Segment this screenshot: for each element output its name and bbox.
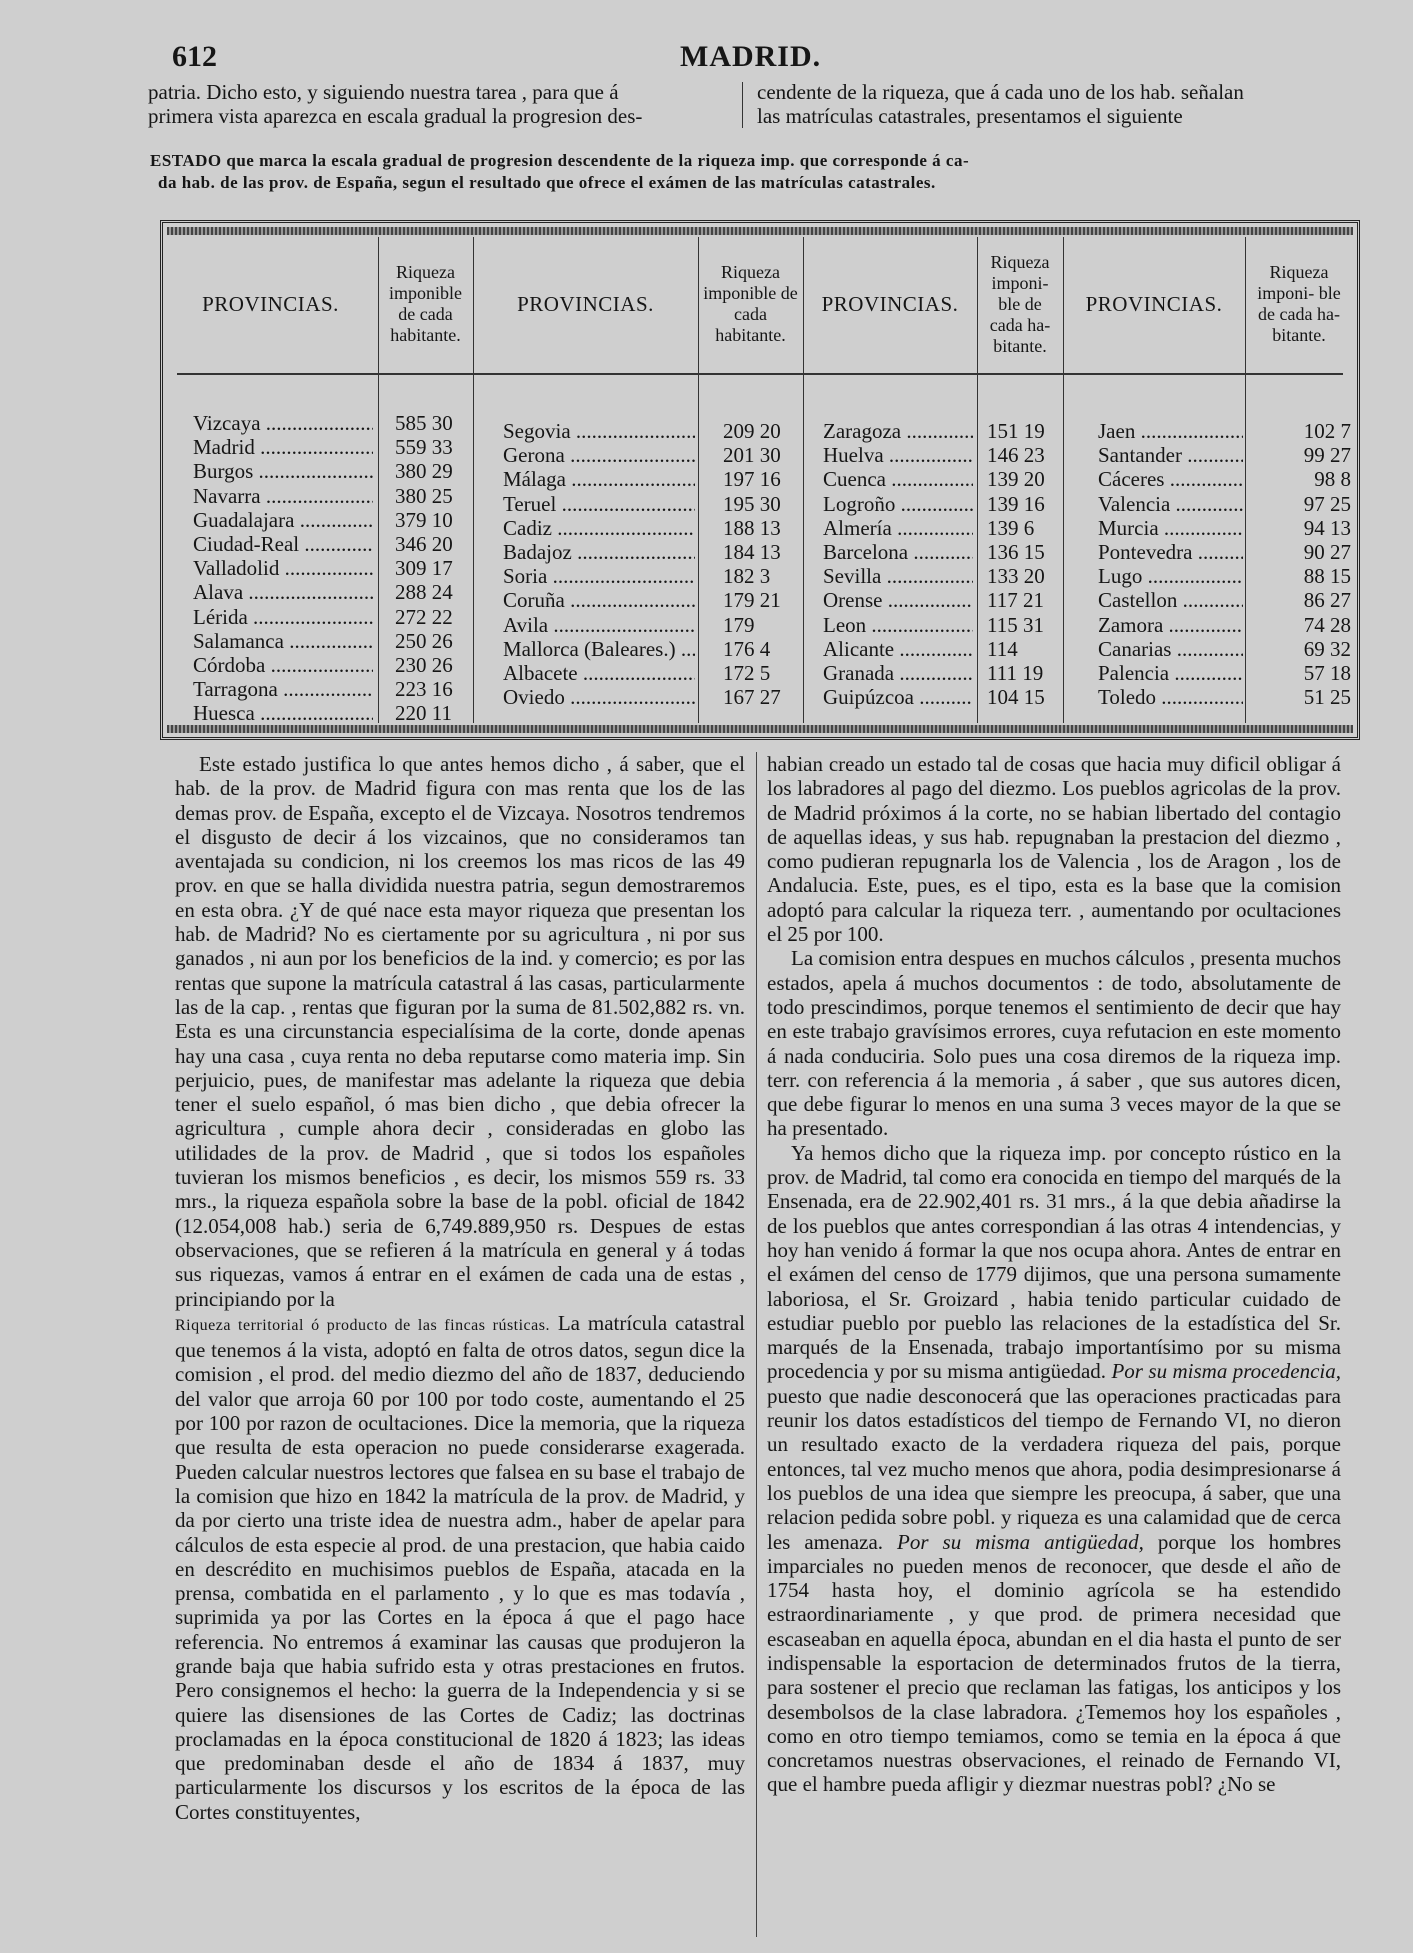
table-row [1098, 685, 1243, 709]
value-column [1263, 419, 1351, 709]
province-name: Castellon ..... [1098, 588, 1243, 612]
header-riqueza: Riqueza imponi- ble de cada ha- bitante. [989, 251, 1051, 356]
table-row [503, 492, 695, 516]
paragraph-text: La matrícula catastral que tenemos á la vista, adoptó en falta de otros datos, segun dice la comision , el prod. del medio diezmo del año de 1837, deduciendo del valor que arroja 60 por 100 por todo coste, aumentando el 25 por 100 por razon de ocultaciones. Dice la memoria, que la riqueza que resulta de esta operacion no puede considerarse exagerada. Pueden calcular nuestros lectores que falsea en su base el trabajo de la comision que hizo en 1842 la matrícula de la prov. de Madrid, y da por cierto una triste idea de nuestra adm., haber de apelar para cálculos de esta especie al prod. de una prestacion, que habia caido en descrédito en muchisimos pueblos de España, atacada en la prensa, combatida en el parlamento , y lo que es mas todavía , suprimida ya por las Cortes en la época á que el pago hace referencia. No entremos á examinar las causas que produjeron la grande baja que habia sufrido esta y otras prestaciones en frutos. Pero consignemos el hecho: la guerra de la Independencia y si se quiere las disensiones de las Cortes de Cadiz; las doctrinas proclamadas en la época constitucional de 1820 á 1823; las ideas que predominaban desde el año de 1834 á 1837, muy particularmente los discursos y los escritos de la época de las Cortes constituyentes, [175, 1310, 745, 1824]
province-column [193, 411, 373, 726]
table-row [193, 532, 373, 556]
table-row [503, 443, 695, 467]
riqueza-value: 220 11 [395, 701, 452, 726]
province-name: Soria ..... [503, 564, 695, 588]
page-number: 612 [172, 40, 217, 73]
table-row [1098, 637, 1243, 661]
table-row [823, 613, 973, 637]
province-name: Guadalajara ..... [193, 508, 373, 532]
header-provincias: PROVINCIAS. [202, 291, 339, 316]
body-right-column [767, 752, 1341, 1797]
paragraph-text: Ya hemos dicho que la riqueza imp. por concepto rústico en la prov. de Madrid, tal como era conocida en tiempo del marqués de la Ensenada, era de 22.902,401 rs. 31 mrs., á la que debia añadirse la de los pueblos que antes correspondian á las otras 4 intendencias, y hoy han venido á formar la que nos ocupa ahora. Antes de entrar en el exámen del censo de 1779 dijimos, que una persona sumamente laboriosa, el Sr. Groizard , habia tenido particular cuidado de estudiar pueblo por pueblo las relaciones de la estadística del Sr. marqués de la Ensenada, trabajo importantísimo por su misma procedencia y por su misma antigüedad. [767, 1140, 1341, 1384]
table-row [193, 629, 373, 653]
province-name: Zaragoza ..... [823, 419, 973, 443]
riqueza-value: 90 27 [1303, 540, 1351, 565]
province-name: Teruel ..... [503, 492, 695, 516]
table-row [193, 556, 373, 580]
riqueza-value: 209 20 [723, 419, 781, 443]
province-name: Zamora ..... [1098, 613, 1243, 637]
riqueza-value: 104 15 [987, 685, 1045, 710]
province-name: Sevilla ..... [823, 564, 973, 588]
riqueza-value: 94 13 [1303, 515, 1351, 540]
table-caption [150, 150, 1355, 194]
riqueza-value: 585 30 [395, 411, 453, 435]
paragraph: habian creado un estado tal de cosas que hacia muy dificil obligar á los labradores al pago del diezmo. Los pueblos agricolas de la prov. de Madrid próximos á la corte, no se habian libertado del contagio de aquellas ideas, y sus hab. repugnaban la prestacion del diezmo , como pudieran repugnarla los de Valencia , los de Aragon , los de Andalucia. Este, pues, es el tipo, esta es la base que la comision adoptó para calcular la riqueza terr. , aumentando por ocultaciones el 25 por 100. [767, 752, 1341, 947]
province-name: Albacete ..... [503, 661, 695, 685]
intro-left-line: primera vista aparezca en escala gradual la progresion des- [148, 104, 643, 128]
table-row [823, 443, 973, 467]
riqueza-value: 139 6 [987, 515, 1035, 540]
province-name: Leon ..... [823, 613, 973, 637]
province-name: Huelva ..... [823, 443, 973, 467]
table-row [193, 459, 373, 483]
table-row [193, 701, 373, 725]
province-name: Cáceres ..... [1098, 467, 1243, 491]
province-name: Murcia ..... [1098, 516, 1243, 540]
province-name: Pontevedra ..... [1098, 540, 1243, 564]
intro-right-line: cendente de la riqueza, que á cada uno de los hab. señalan [757, 80, 1244, 104]
riqueza-value: 57 18 [1303, 661, 1351, 686]
table-row [193, 411, 373, 435]
riqueza-value: 379 10 [395, 507, 453, 532]
riqueza-value: 98 8 [1314, 467, 1351, 492]
province-name: Huesca ..... [193, 701, 373, 725]
province-column [823, 419, 973, 709]
riqueza-value: 97 25 [1303, 491, 1351, 516]
province-name: Gerona ..... [503, 443, 695, 467]
riqueza-value: 69 32 [1303, 636, 1351, 661]
province-name: Santander ..... [1098, 443, 1243, 467]
province-name: Córdoba ..... [193, 653, 373, 677]
paragraph-text: porque los hombres imparciales no pueden menos de reconocer, que desde el año de 1754 hasta hoy, el dominio agrícola se ha estendido estraordinariamente , y que prod. de primera necesidad que escaseaban en aquella época, abundan en el dia hasta el punto de ser indispensable la esportacion de determinados frutos de la tierra, para sostener el precio que reclaman las fatigas, los anticipos y los desembolsos de la clase labradora. ¿Tememos hoy los españoles , como en otro tiempo temiamos, como se temia en la época á que concretamos nuestras observaciones, el reinado de Fernando VI, que el hambre pueda afligir y diezmar nuestras pobl? ¿No se [767, 1529, 1342, 1797]
province-name: Guipúzcoa ..... [823, 685, 973, 709]
table-row [1098, 419, 1243, 443]
province-name: Salamanca ..... [193, 629, 373, 653]
riqueza-value: 272 22 [395, 604, 453, 629]
riqueza-value: 115 31 [987, 612, 1044, 637]
riqueza-value: 51 25 [1303, 685, 1351, 710]
table-row [503, 467, 695, 491]
riqueza-value: 139 16 [987, 491, 1045, 516]
body-left-column [175, 752, 745, 1824]
riqueza-value: 250 26 [395, 628, 453, 653]
table-row [823, 540, 973, 564]
riqueza-value: 172 5 [723, 661, 771, 686]
table-top-border [167, 227, 1353, 235]
paragraph: Este estado justifica lo que antes hemos dicho , á saber, que el hab. de la prov. de Madrid figura con mas renta que los de las demas prov. de España, excepto el de Vizcaya. Nosotros tendremos el disgusto de decir á los vizcainos, que no consideramos tan aventajada su condicion, ni los creemos los mas ricos de las 49 prov. en que se halla dividida nuestra patria, segun demostraremos en esta obra. ¿Y de qué nace esta mayor riqueza que presentan los hab. de Madrid? No es ciertamente por su agricultura , ni por sus ganados , ni aun por los beneficios de la ind. y comercio; es por las rentas que supone la matrícula catastral á las casas, particularmente las de la cap. , rentas que figuran por la suma de 81.502,882 rs. vn. Esta es una circunstancia especialísima de la corte, donde apenas hay una casa , cuya renta no deba reputarse como materia imp. Sin perjuicio, pues, de manifestar mas adelante la riqueza que debia tener el suelo español, ó mas bien dicho , que debia ofrecer la agricultura , cumple ahora decir , consideradas en globo las utilidades de la prov. de Madrid , que si todos los españoles tuvieran los mismos beneficios , es decir, los mismos 559 rs. 33 mrs., la riqueza española sobre la base de la pobl. oficial de 1842 (12.054,008 hab.) seria de 6,749.889,950 rs. Despues de estas observaciones, que se refieren á la matrícula en general y á todas sus riquezas, vamos á entrar en el exámen de cada una de estas , principiando por la [175, 752, 745, 1311]
province-name: Valencia ..... [1098, 492, 1243, 516]
province-name: Coruña ..... [503, 588, 695, 612]
table-row [503, 588, 695, 612]
province-name: Lérida ..... [193, 605, 373, 629]
riqueza-value: 346 20 [395, 532, 453, 557]
riqueza-value: 380 29 [395, 459, 453, 484]
riqueza-value: 195 30 [723, 491, 781, 516]
table-row [503, 637, 695, 661]
province-name: Ciudad-Real ..... [193, 532, 373, 556]
table-row [1098, 564, 1243, 588]
table-row [193, 435, 373, 459]
riqueza-value: 102 7 [1303, 419, 1351, 443]
riqueza-value: 188 13 [723, 515, 781, 540]
riqueza-value: 230 26 [395, 653, 453, 678]
riqueza-value: 167 27 [723, 685, 781, 710]
table-row [503, 540, 695, 564]
table-row [823, 588, 973, 612]
table-row [823, 661, 973, 685]
table-header-rule [177, 373, 1343, 375]
riqueza-value: 380 25 [395, 483, 453, 508]
riqueza-table [160, 220, 1360, 740]
section-heading: Riqueza territorial ó producto de las fincas rústicas. [175, 1316, 550, 1334]
province-name: Navarra ..... [193, 484, 373, 508]
table-row [193, 605, 373, 629]
riqueza-value: 99 27 [1303, 443, 1351, 468]
value-column [395, 411, 453, 726]
province-name: Orense ..... [823, 588, 973, 612]
column-divider [756, 752, 757, 1937]
table-row [1098, 467, 1243, 491]
riqueza-value: 88 15 [1303, 564, 1351, 589]
paragraph: La comision entra despues en muchos cálculos , presenta muchos estados, apela á muchos documentos : de todo, absolutamente de todo prescindimos, porque tenemos el sentimiento de decir que hay en este trabajo gravísimos errores, cuya refutacion en este momento á nada conduciria. Solo pues una cosa diremos de la riqueza imp. terr. con referencia á la memoria , á saber , que sus autores dicen, que debe figurar lo menos en una suma 3 veces mayor de la que se ha presentado. [767, 946, 1341, 1141]
province-name: Segovia ..... [503, 419, 695, 443]
riqueza-value: 86 27 [1303, 588, 1351, 613]
paragraph [175, 1311, 745, 1824]
table-row [823, 637, 973, 661]
province-name: Cadiz ..... [503, 516, 695, 540]
header-riqueza: Riqueza imponible de cada habitante. [389, 262, 462, 345]
table-row [823, 516, 973, 540]
table-row [503, 613, 695, 637]
table-row [1098, 588, 1243, 612]
province-name: Oviedo ..... [503, 685, 695, 709]
table-row [503, 661, 695, 685]
province-name: Alava ..... [193, 580, 373, 604]
province-name: Toledo ..... [1098, 685, 1243, 709]
paragraph-text: puesto que nadie desconocerá que las operaciones practicadas para reunir los datos estadísticos del tiempo de Fernando VI, no dieron un resultado exacto de la verdadera riqueza del pais, porque entonces, tal vez mucho menos que ahora, podia desimpresionarse á los pueblos de una idea que siempre les preocupa, á saber, que una relacion pedida sobre pobl. y riqueza es una calamidad que de cerca les amenaza. [767, 1383, 1341, 1554]
riqueza-value: 201 30 [723, 443, 781, 468]
intro-divider [742, 82, 743, 128]
table-row [1098, 516, 1243, 540]
province-name: Logroño ..... [823, 492, 973, 516]
riqueza-value: 179 21 [723, 588, 781, 613]
header-provincias: PROVINCIAS. [821, 291, 959, 316]
province-column [1098, 419, 1243, 709]
province-name: Canarias ..... [1098, 637, 1243, 661]
emphasis: Por su misma procedencia, [1111, 1359, 1342, 1384]
table-row [193, 653, 373, 677]
intro-right-line: las matrículas catastrales, presentamos el siguiente [757, 104, 1183, 128]
riqueza-value: 559 33 [395, 435, 453, 460]
riqueza-value: 179 [723, 612, 755, 637]
province-name: Mallorca (Baleares.) ..... [503, 637, 695, 661]
riqueza-value: 111 19 [987, 661, 1044, 686]
table-row [503, 516, 695, 540]
province-name: Lugo ..... [1098, 564, 1243, 588]
riqueza-value: 151 19 [987, 419, 1045, 443]
province-name: Málaga ..... [503, 467, 695, 491]
province-name: Cuenca ..... [823, 467, 973, 491]
province-name: Burgos ..... [193, 459, 373, 483]
riqueza-value: 288 24 [395, 580, 453, 605]
table-row [1098, 492, 1243, 516]
table-row [193, 508, 373, 532]
riqueza-value: 309 17 [395, 556, 453, 581]
riqueza-value: 176 4 [723, 636, 771, 661]
caption-line: da hab. de las prov. de España, segun el resultado que ofrece el exámen de las matrículas catastrales. [158, 173, 936, 192]
table-bottom-border [167, 725, 1353, 733]
riqueza-value: 197 16 [723, 467, 781, 492]
riqueza-value: 184 13 [723, 540, 781, 565]
province-name: Jaen ..... [1098, 419, 1243, 443]
table-row [1098, 613, 1243, 637]
table-row [823, 685, 973, 709]
intro-right [757, 80, 1244, 128]
riqueza-value: 114 [987, 636, 1018, 661]
paragraph [767, 1141, 1341, 1797]
table-row [823, 419, 973, 443]
riqueza-value: 136 15 [987, 540, 1045, 565]
value-column [723, 419, 781, 709]
province-name: Granada ..... [823, 661, 973, 685]
header-provincias: PROVINCIAS. [1085, 291, 1223, 316]
value-column [987, 419, 1045, 709]
province-name: Almería ..... [823, 516, 973, 540]
table-row [503, 419, 695, 443]
province-name: Madrid ..... [193, 435, 373, 459]
running-title: MADRID. [680, 40, 822, 73]
riqueza-value: 133 20 [987, 564, 1045, 589]
riqueza-value: 139 20 [987, 467, 1045, 492]
emphasis: Por su misma antigüedad, [897, 1529, 1144, 1554]
province-name: Barcelona ..... [823, 540, 973, 564]
province-name: Avila ..... [503, 613, 695, 637]
province-name: Badajoz ..... [503, 540, 695, 564]
intro-left [148, 80, 642, 128]
table-row [1098, 661, 1243, 685]
table-row [823, 492, 973, 516]
header-riqueza: Riqueza imponi- ble de cada ha- bitante. [1257, 262, 1341, 345]
province-column [503, 419, 695, 709]
table-row [193, 677, 373, 701]
table-row [503, 564, 695, 588]
province-name: Palencia ..... [1098, 661, 1243, 685]
province-name: Alicante ..... [823, 637, 973, 661]
intro-left-line: patria. Dicho esto, y siguiendo nuestra tarea , para que á [148, 80, 619, 104]
header-provincias: PROVINCIAS. [517, 291, 654, 316]
riqueza-value: 223 16 [395, 677, 453, 702]
table-row [823, 564, 973, 588]
province-name: Valladolid ..... [193, 556, 373, 580]
riqueza-value: 146 23 [987, 443, 1045, 468]
riqueza-value: 74 28 [1303, 612, 1351, 637]
riqueza-value: 182 3 [723, 564, 771, 589]
header-riqueza: Riqueza imponible de cada habitante. [703, 262, 798, 345]
table-row [193, 484, 373, 508]
table-row [193, 580, 373, 604]
province-name: Vizcaya ..... [193, 411, 373, 435]
caption-line: ESTADO que marca la escala gradual de progresion descendente de la riqueza imp. que corresponde á ca- [150, 151, 970, 170]
table-row [503, 685, 695, 709]
riqueza-value: 117 21 [987, 588, 1044, 613]
table-row [823, 467, 973, 491]
table-row [1098, 540, 1243, 564]
table-row [1098, 443, 1243, 467]
province-name: Tarragona ..... [193, 677, 373, 701]
